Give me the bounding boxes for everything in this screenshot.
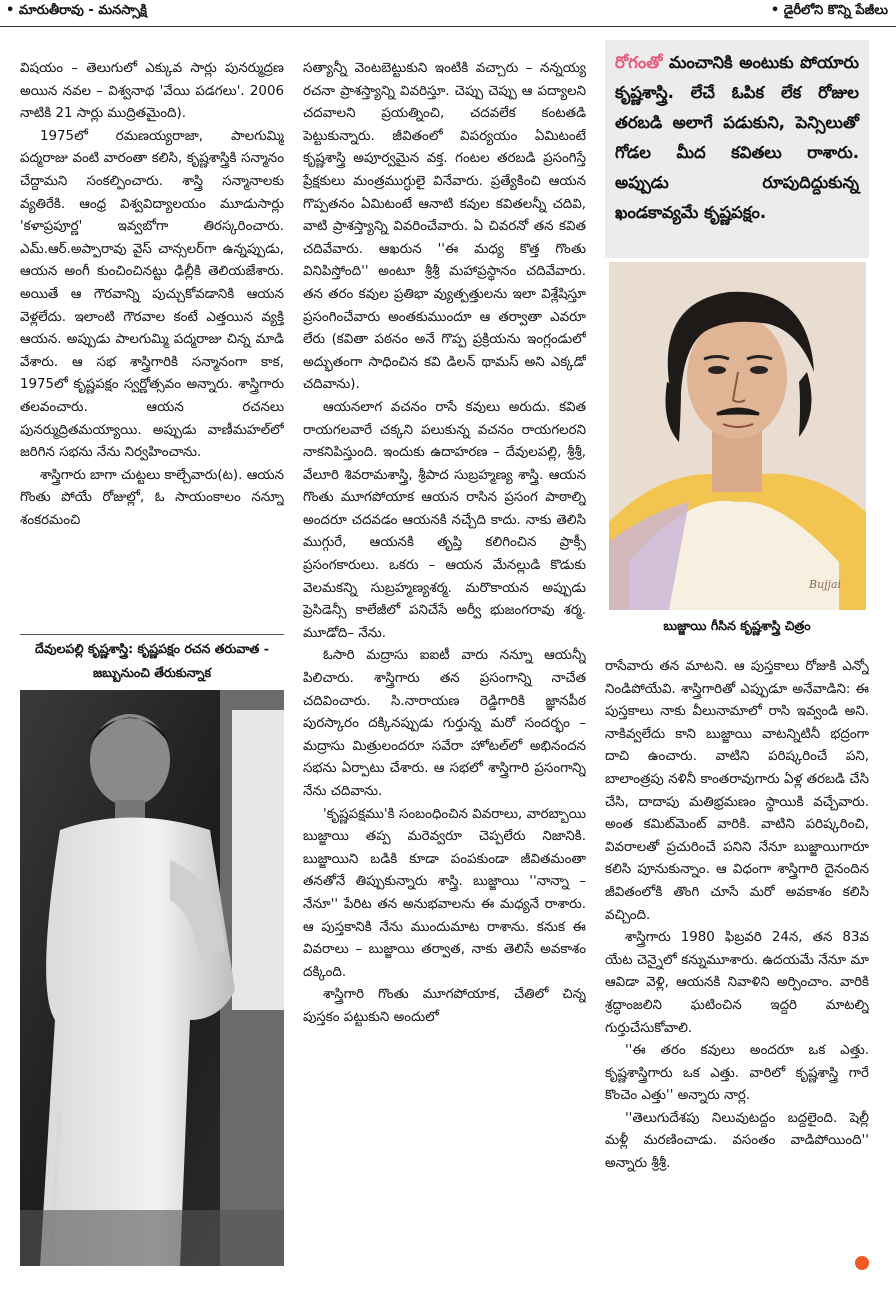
paragraph: విషయం – తెలుగులో ఎక్కువ సార్లు పునర్ముద్రణ అయిన నవల – విశ్వనాథ 'వేయి పడగలు'. 2006 నాటికి 21 సార్లు ముద్రితమైంది). <box>20 61 284 122</box>
paragraph: ఓసారి మద్రాసు ఐఐటీ వారు నన్నూ ఆయన్నీ పిలిచారు. శాస్త్రిగారు తన ప్రసంగాన్ని నాచేత చదివించారు. సి.నారాయణ రెడ్డిగారికి జ్ఞానపీఠ పురస్కారం దక్కినప్పుడు గుర్తున్న మరో సందర్భం – మద్రాసు మిత్రులందరూ సవేరా హోటల్‌లో అభినందన సభను ఏర్పాటు చేశారు. ఆ సభలో శాస్త్రిగారి ప్రసంగాన్ని నేను చదివాను. <box>303 648 586 799</box>
pull-quote-highlight: రోగంతో <box>615 53 663 72</box>
photo-caption-2: బుజ్జాయి గీసిన కృష్ణశాస్త్రి చిత్రం <box>663 618 811 633</box>
photo-caption-1: దేవులపల్లి కృష్ణశాస్త్రి: కృష్ణపక్షం రచన తరువాత - జబ్బునుంచి తేరుకున్నాక <box>20 634 284 685</box>
header-right-title: • డైరీలోని కొన్ని పేజీలు <box>770 3 888 18</box>
header-left-title: • మారుతీరావు - మనస్సాక్షి <box>6 3 147 18</box>
paragraph: సత్యాన్నీ వెంటబెట్టుకుని ఇంటికి వచ్చారు – నన్నయ్య రచనా ప్రాశస్త్యాన్ని వివరిస్తూ. చెప్పు చెప్పు ఆ పద్యాలని చదవాలని ప్రయత్నించి, చదవలేక కంటతడి పెట్టుకున్నారు. జీవితంలో విపర్యయం ఏమిటంటే కృష్ణశాస్త్రి అపూర్వమైన వక్త. గంటల తరబడి ప్రసంగిస్తే ప్రేక్షకులు మంత్రముగ్ధులై వినేవారు. ప్రత్యేకించి ఆయన గొప్పతనం ఏమిటంటే ఆనాటి కవుల కవితలన్నీ చదివి, వాటి ప్రాశస్త్యాన్ని వివరించేవారు. ఏ చివరనో తన కవిత చదివేవారు. ఆఖరున ''ఈ మధ్య కొత్త గొంతు వినిపిస్తోంది'' అంటూ శ్రీశ్రీ మహాప్రస్థానం చదివేవారు. తన తరం కవుల ప్రతిభా వ్యుత్పత్తులను ఇలా విశ్లేషిస్తూ ప్రసంగించేవారు అంతకుముందూ ఆ తర్వాతా ఎవరూ లేరు (కవితా పఠనం అనే గొప్ప ప్రక్రియను ఇంగ్లండులో అద్భుతంగా సాధించిన కవి డిలన్ థామస్ అని ఎక్కడో చదివాను). <box>303 61 586 393</box>
paragraph: శాస్త్రిగారి గొంతు మూగపోయాక, చేతిలో చిన్న పుస్తకం పట్టుకుని అందులో <box>303 987 586 1025</box>
end-bullet-icon <box>855 1256 869 1270</box>
article-column-2 <box>303 58 586 1282</box>
sketch-signature: Bujjai <box>809 578 842 591</box>
paragraph: రాసేవారు తన మాటని. ఆ పుస్తకాలు రోజుకి ఎన్నో నిండిపోయేవి. శాస్త్రిగారితో ఎప్పుడూ అనేవాడిని: ఈ పుస్తకాలు నాకు వీలునామాలో రాసి ఇవ్వండి అని. నాకివ్వలేదు కాని బుజ్జాయి వాటన్నిటినీ భద్రంగా దాచి ఉంచారు. వాటిని పరిష్కరించే పని, బాలాంత్రపు నళినీ కాంతరావుగారు ఏళ్ల తరబడి చేసి చేసి, దాదాపు మతిభ్రమణం స్థాయికి వచ్చేవారు. అంత కమిట్‌మెంట్ వారికి. వాటిని పరిష్కరించి, వివరాలతో ప్రచురించే పనిని నేనూ బుజ్జాయిగారూ కలిసి పూనుకున్నాం. ఆ విధంగా శాస్త్రిగారి దైనందిన జీవితంలోకి తొంగి చూసే మరో అవకాశం కలిసి వచ్చింది. <box>605 659 869 923</box>
portrait-photo-bw <box>20 690 284 1266</box>
paragraph: ''ఈ తరం కవులు అందరూ ఒక ఎత్తు. కృష్ణశాస్త్రిగారు ఒక ఎత్తు. వారిలో కృష్ణశాస్త్రి గారే కొంచెం ఎత్తు'' అన్నారు నార్ల. <box>605 1043 869 1104</box>
page-header <box>0 0 896 27</box>
paragraph: 'కృష్ణపక్షము'కి సంబంధించిన వివరాలు, వారబ్బాయి బుజ్జాయి తప్ప మరెవ్వరూ చెప్పలేరు నిజానికి. బుజ్జాయిని బడికి కూడా పంపకుండా జీవితమంతా తనతోనే తిప్పుకున్నారు శాస్త్రి. బుజ్జాయి ''నాన్నా – నేనూ'' పేరిట తన అనుభవాలను ఈ మధ్యనే రాశారు. ఆ పుస్తకానికి నేను ముందుమాట రాశాను. కనుక ఈ వివరాలు – బుజ్జాయి తర్వాత, నాకు తెలిసే అవకాశం దక్కింది. <box>303 806 586 980</box>
paragraph: ఆయనలాగ వచనం రాసే కవులు అరుదు. కవిత రాయగలవారే చక్కని పలుకున్న వచనం రాయగలరని నాకనిపిస్తుంది. ఇందుకు ఉదాహరణ – దేవులపల్లి, శ్రీశ్రీ, వేలూరి శివరామశాస్త్రి, శ్రీపాద సుబ్రహ్మణ్య శాస్త్రి. ఆయన గొంతు మూగపోయాక ఆయన రాసిన ప్రసంగ పాఠాల్ని అందరూ చదవడం ఆయనకి నచ్చేది కాదు. నాకు తెలిసి ముగ్గురే, ఆయనకి తృప్తి కలిగించిన ప్రాక్సీ ప్రసంగకారులు. ఒకరు – ఆయన మేనల్లుడి కొడుకు వెలమకన్ని సుబ్రహ్మణ్యశర్మ. మరొకాయన అప్పుడు ప్రెసిడెన్సీ కాలేజీలో పనిచేసే అర్వీ భుజంగరావు శర్మ. మూడోది– నేను. <box>303 399 586 641</box>
paragraph: ''తెలుగుదేశపు నిలువుటద్దం బద్దలైంది. షెల్లీ మళ్లీ మరణించాడు. వసంతం వాడిపోయింది'' అన్నారు శ్రీశ్రీ. <box>605 1110 869 1172</box>
paragraph: శాస్త్రిగారు బాగా చుట్టలు కాల్చేవారు(ట). ఆయన గొంతు పోయే రోజుల్లో, ఓ సాయంకాలం నన్నూ శంకరమంచి <box>20 467 284 528</box>
portrait-sketch-color <box>609 262 866 610</box>
pull-quote-text: మంచానికి అంటుకు పోయారు కృష్ణశాస్త్రి. లేచే ఓపిక లేక రోజుల తరబడి అలాగే పడుకుని, పెన్సిలుతో గోడల మీద కవితలు రాశారు. అప్పుడు రూపుదిద్దుకున్న ఖండకావ్యమే కృష్ణపక్షం. <box>615 53 859 222</box>
article-column-1 <box>20 58 284 630</box>
pull-quote-box <box>605 40 869 258</box>
article-column-3 <box>605 656 869 1288</box>
paragraph: 1975లో రమణయ్యరాజా, పాలగుమ్మి పద్మరాజు వంటి వారంతా కలిసి, కృష్ణశాస్త్రికి సన్మానం చేద్దామని సంకల్పించారు. శాస్త్రి సన్మానాలకు వ్యతిరేకి. ఆంధ్ర విశ్వవిద్యాలయం మూడుసార్లు 'కళాప్రపూర్ణ' ఇవ్వబోగా తిరస్కరించారు. ఎమ్.ఆర్.అప్పారావు వైస్ చాన్సలర్‌గా ఉన్నప్పుడు, ఆయన అంగీ కుంచించినట్టు ఢిల్లీకి తెలియజేశారు. అయితే ఆ గౌరవాన్ని పుచ్చుకోవడానికి ఆయన వెళ్లలేదు. ఇలాంటి గౌరవాల కంటే ఎత్తయిన వ్యక్తి ఆయన. అప్పుడు పాలగుమ్మి పద్మరాజు చిన్న మాడి వేశారు. ఆ సభ శాస్త్రిగారికి సన్మానంగా కాక, 1975లో కృష్ణపక్షం స్వర్ణోత్సవం అన్నారు. శాస్త్రిగారు తలవంచారు. ఆయన రచనలు పునర్ముద్రితమయ్యాయి. అప్పుడు వాణీమహల్‌లో జరిగిన సభను నేను నిర్వహించాను. <box>20 128 284 461</box>
paragraph: శాస్త్రిగారు 1980 ఫిబ్రవరి 24న, తన 83వ యేట చెన్నైలో కన్నుమూశారు. ఉదయమే నేనూ మా ఆవిడా వెళ్లి, ఆయనకి నివాళిని అర్పించాం. వారికి శ్రద్ధాంజలిని ఘటించిన ఇద్దరి మాటల్ని గుర్తుచేసుకోవాలి. <box>605 930 869 1036</box>
